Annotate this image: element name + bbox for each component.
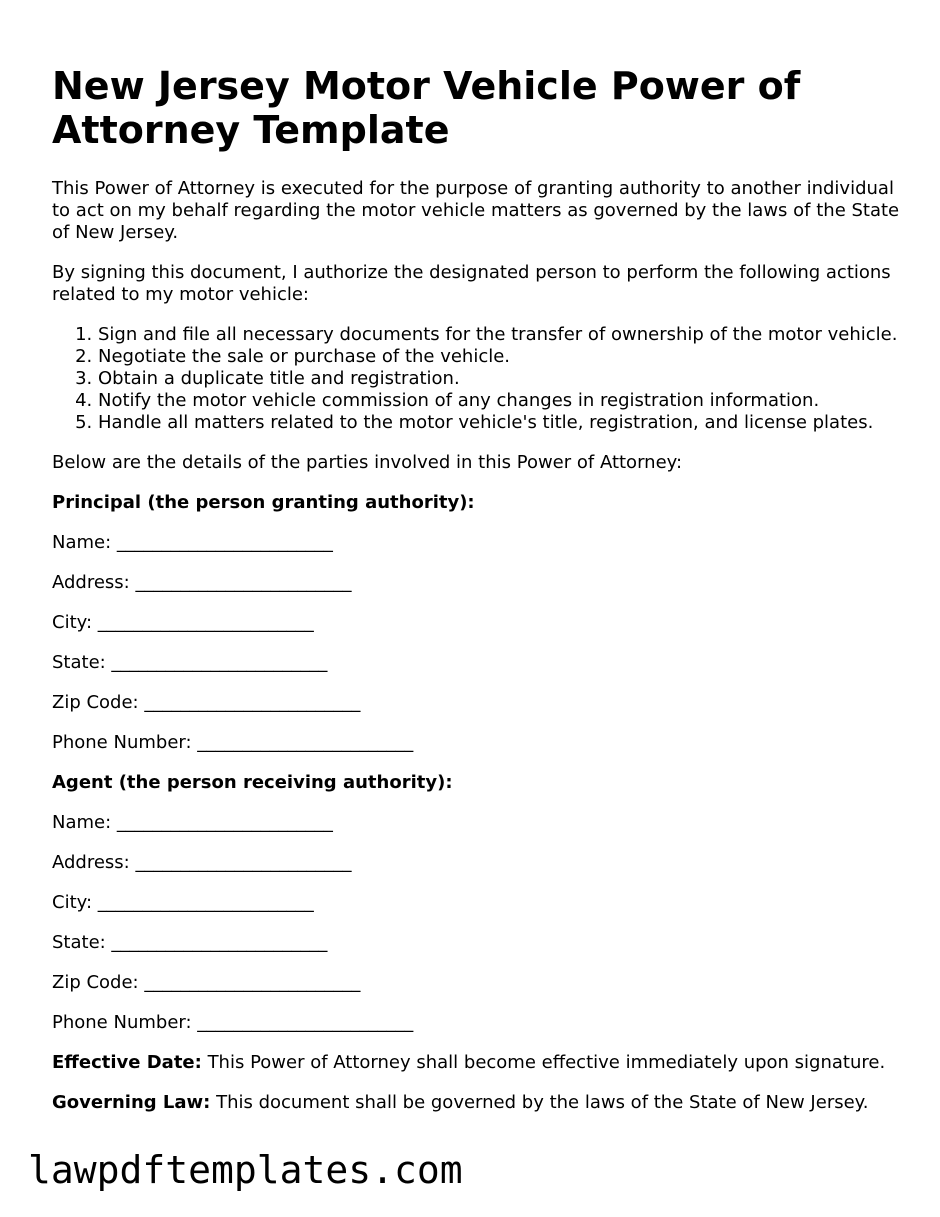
authorize-paragraph: By signing this document, I authorize the designated person to perform the following actions related to my motor vehicle: <box>52 262 891 305</box>
list-item: 4. Notify the motor vehicle commission of any changes in registration information. <box>98 390 902 412</box>
list-item: 3. Obtain a duplicate title and registration. <box>98 368 902 390</box>
governing-law-paragraph <box>52 1092 902 1114</box>
principal-address-field: Address: ________________________ <box>52 572 352 593</box>
page-title: New Jersey Motor Vehicle Power of Attorney Template <box>52 64 801 152</box>
document-page <box>52 64 902 1132</box>
agent-zip-field: Zip Code: ________________________ <box>52 972 361 993</box>
principal-zip-field: Zip Code: ________________________ <box>52 692 361 713</box>
agent-address-field: Address: ________________________ <box>52 852 352 873</box>
governing-law-label: Governing Law: <box>52 1092 211 1113</box>
agent-city-field: City: ________________________ <box>52 892 314 913</box>
list-item: 2. Negotiate the sale or purchase of the vehicle. <box>98 346 902 368</box>
governing-law-text: This document shall be governed by the laws of the State of New Jersey. <box>210 1092 869 1113</box>
agent-state-field: State: ________________________ <box>52 932 328 953</box>
parties-intro: Below are the details of the parties involved in this Power of Attorney: <box>52 452 683 473</box>
principal-phone-field: Phone Number: ________________________ <box>52 732 414 753</box>
agent-name-field: Name: ________________________ <box>52 812 333 833</box>
agent-heading: Agent (the person receiving authority): <box>52 772 453 793</box>
agent-phone-field: Phone Number: ________________________ <box>52 1012 414 1033</box>
effective-date-text: This Power of Attorney shall become effective immediately upon signature. <box>201 1052 886 1073</box>
principal-name-field: Name: ________________________ <box>52 532 333 553</box>
effective-date-label: Effective Date: <box>52 1052 202 1073</box>
actions-list <box>52 324 902 434</box>
principal-state-field: State: ________________________ <box>52 652 328 673</box>
principal-heading: Principal (the person granting authority): <box>52 492 475 513</box>
principal-city-field: City: ________________________ <box>52 612 314 633</box>
list-item: 1. Sign and file all necessary documents for the transfer of ownership of the motor vehicle. <box>98 324 902 346</box>
watermark: lawpdftemplates.com <box>28 1148 463 1192</box>
effective-date-paragraph <box>52 1052 902 1074</box>
intro-paragraph: This Power of Attorney is executed for the purpose of granting authority to another individual to act on my behalf regarding the motor vehicle matters as governed by the laws of the State of New Jersey. <box>52 178 900 243</box>
list-item: 5. Handle all matters related to the motor vehicle's title, registration, and license plates. <box>98 412 902 434</box>
